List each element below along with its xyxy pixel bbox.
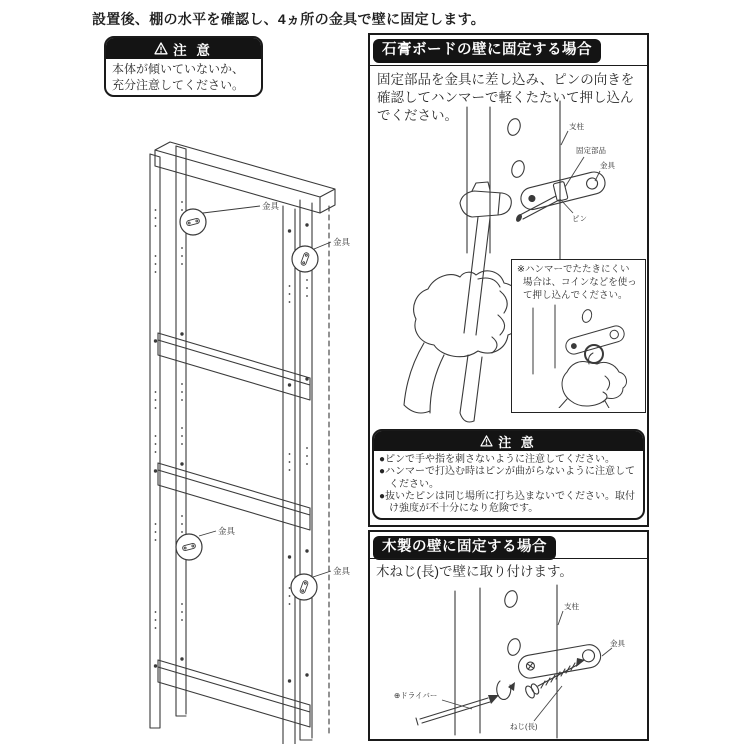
pin-head [516,214,523,222]
diagram-label-post: 支柱 [564,602,579,611]
plasterboard-section [368,33,649,527]
shelf-board-3 [158,660,310,727]
pin-caution-header [374,431,643,451]
diagram-label-fixing-part: 固定部品 [576,146,606,155]
left-caution-header [106,38,261,59]
wrist-lines [404,343,444,413]
finger-lines [478,278,507,353]
bracket-callout-circle [291,574,317,600]
warning-icon [154,42,168,55]
wood-section-body: 木ねじ(長)で壁に取り付けます。 [376,564,573,579]
bracket-shape [564,324,626,356]
shelf-figure [126,136,362,744]
label-leader [602,648,612,656]
note-line: 場合は、コインなどを使っ [523,276,637,288]
bracket-callout-circle [176,534,202,560]
screw-washer [524,685,536,700]
note-line: ※ハンマーでたたきにくい [517,264,630,275]
pin-caution-header-label: 注 意 [498,434,537,450]
warning-icon [480,435,493,447]
shelf-board-1 [158,333,310,400]
callout-leader [313,571,331,577]
coin-push-diagram [517,302,643,408]
bracket-callout-label: 金具 [333,237,351,247]
diagram-label-post: 支柱 [569,122,584,131]
bracket-shape [519,170,608,212]
plasterboard-section-body: 固定部品を金具に差し込み、ピンの向きを確認してハンマーで軽くたたいて押し込んでください。 [377,72,635,123]
bracket-callout-label: 金具 [218,526,236,536]
top-instruction: 設置後、棚の水平を確認し、4ヵ所の金具で壁に固定します。 [92,11,486,27]
diagram-label-bracket: 金具 [610,639,625,648]
screw-head [530,683,540,696]
left-caution-body: 本体が傾いていないか、充分注意してください。 [112,62,245,92]
callout-leader [199,531,216,536]
label-leader [558,611,563,625]
divider [370,558,647,559]
hammer-handle [464,217,490,335]
left-caution-header-label: 注 意 [173,42,213,58]
pin-caution-box [372,429,645,520]
diagram-label-bracket: 金具 [600,161,615,170]
diagram-label-pin: ピン [572,214,587,223]
shelf-board-2 [158,463,310,530]
bracket-callout-label: 金具 [333,566,351,576]
hammer-head [460,182,511,217]
shelf-right-back-post [300,200,312,740]
note-line: て押し込んでください。 [523,289,628,301]
coin [585,345,603,363]
label-leader [561,131,568,145]
pin-caution-list [374,451,643,515]
shelf-peg-holes [154,201,309,683]
bracket-callout-circle [292,246,318,272]
diagram-label-screw: ねじ(長) [510,722,538,731]
plasterboard-section-title: 石膏ボードの壁に固定する場合 [373,39,601,63]
shelf-left-front-post [150,154,160,728]
callout-leader [203,206,260,213]
wall-hole [506,117,522,137]
wood-screw-diagram [372,583,646,741]
coin-note-box [511,259,646,413]
wall-hole [503,589,519,609]
label-leader [534,686,562,721]
wall-hole [581,309,593,324]
label-leader [565,157,584,187]
hand-outline [562,362,626,407]
hammer-handle-tip [460,355,482,422]
wrist-lines [559,399,609,408]
hand-fist [414,271,521,357]
wood-section-title: 木製の壁に固定する場合 [373,536,556,560]
caution-item: ●ハンマーで打込む時はピンが曲がらないように注意してください。 [379,466,636,490]
divider [370,65,647,66]
diagram-label-screwdriver: ⊕ドライバー [394,691,438,700]
bracket-callout-label: 金具 [262,201,280,211]
bracket-callout-circle [180,209,206,235]
wall-hole [506,637,522,657]
left-caution-box [104,36,263,97]
caution-item: ●抜いたピンは同じ場所に打ち込まないでください。取付け強度が不十分になり危険です。 [379,490,636,515]
rotation-arrowhead [508,682,515,691]
wood-section [368,530,649,741]
wall-hole [510,159,526,179]
rotation-arrow [497,681,511,699]
caution-item: ●ピンで手や指を刺さないように注意してください。 [379,454,616,465]
screwdriver-shaft [416,698,490,725]
